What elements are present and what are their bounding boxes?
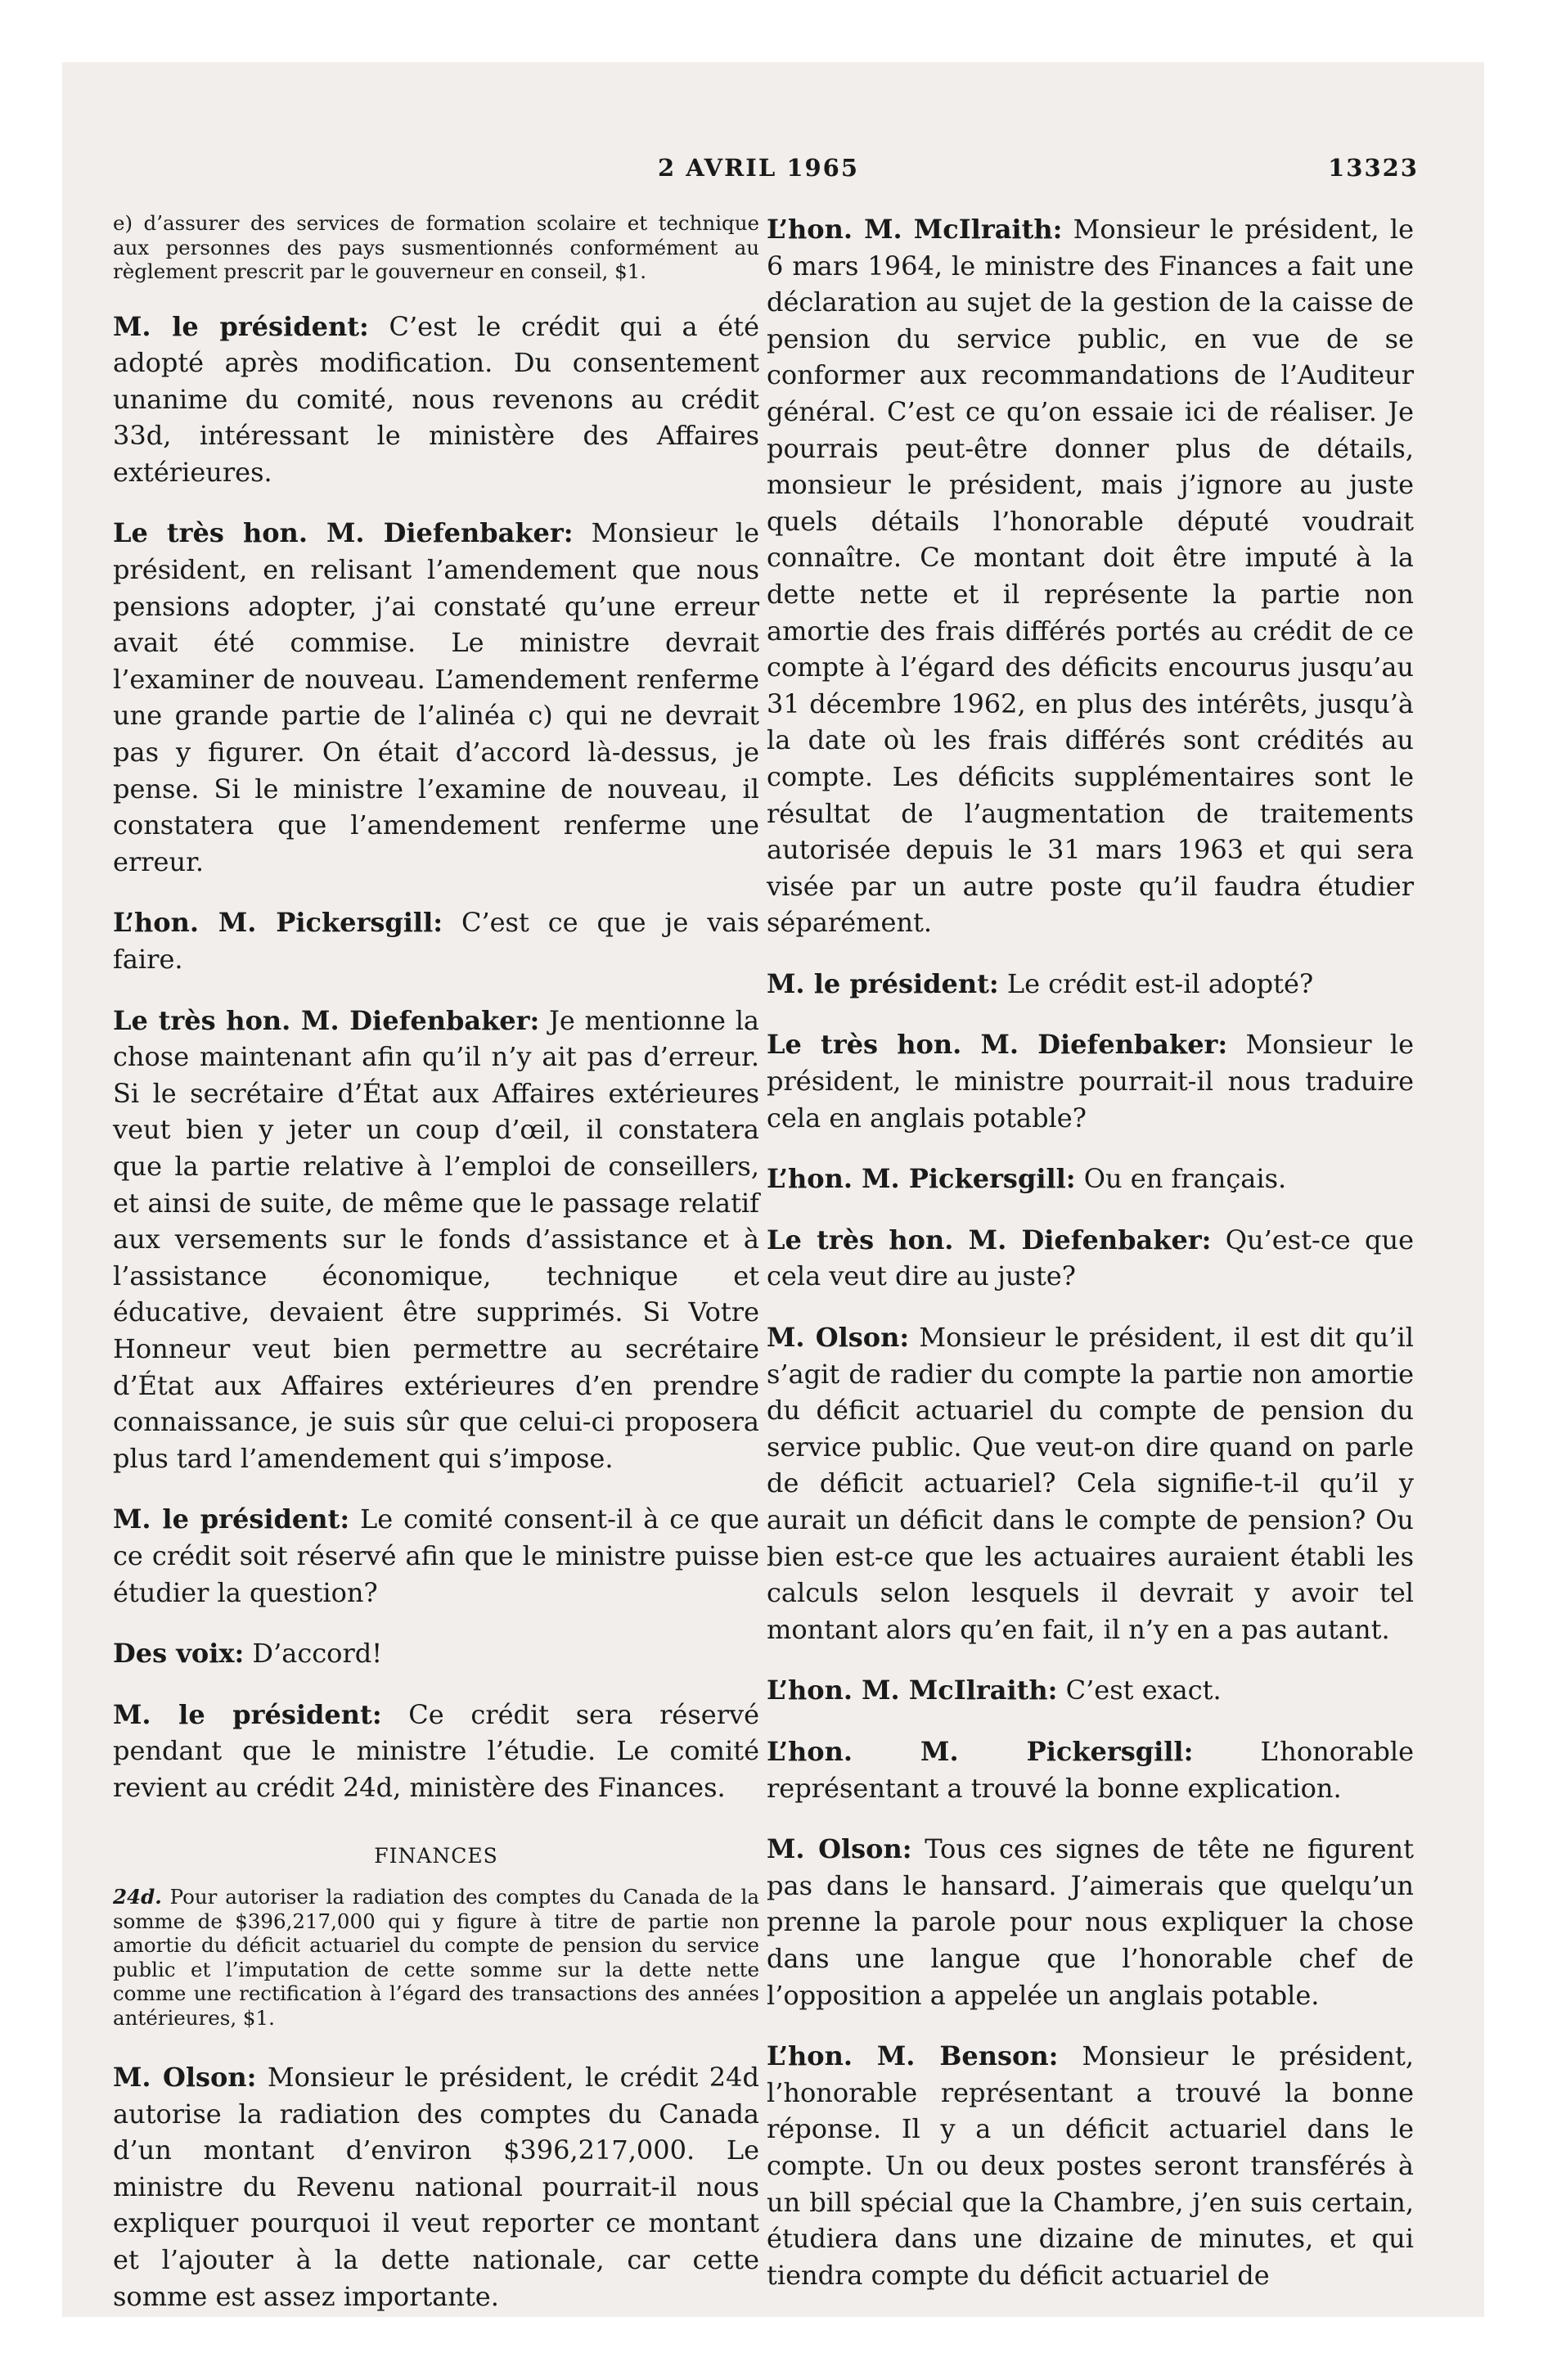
speaker-name: M. le président: (113, 1698, 382, 1730)
speaker-name: M. le président: (113, 310, 369, 342)
speaker-name: M. Olson: (767, 1322, 910, 1354)
speech-text: Le comité consent-il à ce que ce crédit soit réservé afin que le ministre puisse étudier la question? (113, 1503, 759, 1608)
paragraph: e) d’assurer des services de formation scolaire et technique aux personnes des pays susmentionnés conformément au règlement prescrit par le gouverneur en conseil, $1. (113, 211, 759, 283)
paragraph (767, 1026, 1414, 1136)
speaker-name: M. le président: (113, 1503, 350, 1535)
paragraph (767, 1319, 1414, 1648)
paragraph (113, 515, 759, 880)
speech-text: Monsieur le président, le crédit 24d autorise la radiation des comptes du Canada d’un montant d’environ $396,217,000. Le ministre du Revenu national pourrait-il nous expliquer pourquoi il veut reporter ce montant et l’ajouter à la dette nationale, car cette somme est assez importante. (113, 2062, 760, 2312)
speaker-name: Des voix: (113, 1638, 245, 1670)
scanned-page (62, 62, 1484, 2317)
speech-text: Monsieur le président, il est dit qu’il s’agit de radier du compte la partie non amortie du déficit actuariel du compte de pension du service public. Que veut-on dire quand on parle de déficit actuariel? Cela signifie-t-il qu’il y aurait un déficit dans le compte de pension? Ou bien est-ce que les actuaires auraient établi les calculs selon lesquels il devrait y avoir tel montant alors qu’en fait, il n’y en a pas autant. (767, 1322, 1414, 1645)
header-date: 2 AVRIL 1965 (658, 154, 860, 182)
paragraph (767, 1222, 1414, 1295)
speaker-name: M. le président: (767, 967, 999, 999)
speech-text: Tous ces signes de tête ne figurent pas dans le hansard. J’aimerais que quelqu’un prenne la parole pour nous expliquer la chose dans une langue que l’honorable chef de l’opposition a appelée un anglais potable. (767, 1833, 1414, 2011)
speech-text: Je mentionne la chose maintenant afin qu’il n’y ait pas d’erreur. Si le secrétaire d’État aux Affaires extérieures veut bien y jeter un coup d’œil, il constatera que la partie relative à l’emploi de conseillers, et ainsi de suite, de même que le passage relatif aux versements sur le fonds d’assistance et à l’assistance économique, technique et éducative, devaient être supprimés. Si Votre Honneur veut bien permettre au secrétaire d’État aux Affaires extérieures d’en prendre connaissance, je suis sûr que celui-ci proposera plus tard l’amendement qui s’impose. (113, 1004, 760, 1474)
paragraph (767, 211, 1414, 941)
speech-text: Ce crédit sera réservé pendant que le ministre l’étudie. Le comité revient au crédit 24d, ministère des Finances. (113, 1698, 760, 1803)
header-page-number: 13323 (1328, 154, 1419, 182)
speech-text: C’est exact. (1057, 1675, 1222, 1706)
speech-text: Monsieur le président, le ministre pourrait-il nous traduire cela en anglais potable? (767, 1029, 1415, 1134)
speaker-name: L’hon. M. Pickersgill: (767, 1735, 1194, 1767)
paragraph (113, 1635, 759, 1672)
speech-text: C’est ce que je vais faire. (113, 907, 760, 975)
speaker-name: M. Olson: (767, 1833, 912, 1865)
right-column (767, 211, 1414, 2318)
paragraph (113, 2059, 759, 2315)
speaker-name: L’hon. M. Benson: (767, 2040, 1059, 2072)
paragraph (113, 1003, 759, 1477)
vote-text: 24d. Pour autoriser la radiation des comptes du Canada de la somme de $396,217,000 qui y figure à titre de partie non amortie du déficit actuariel du compte de pension du service public et l’imputation de cette somme sur la dette nette comme une rectification à l’égard des transactions des années antérieures, $1. (113, 1885, 759, 2030)
speaker-name: L’hon. M. McIlraith: (767, 1675, 1058, 1706)
speaker-name: Le très hon. M. Diefenbaker: (113, 517, 574, 549)
speech-text: D’accord! (244, 1638, 383, 1670)
speaker-name: Le très hon. M. Diefenbaker: (767, 1224, 1212, 1255)
speech-text: Le crédit est-il adopté? (998, 967, 1314, 999)
speech-text: Monsieur le président, en relisant l’amendement que nous pensions adopter, j’ai constaté qu’une erreur avait été commise. Le ministre devrait l’examiner de nouveau. L’amendement renferme une grande partie de l’alinéa c) qui ne devrait pas y figurer. On était d’accord là-dessus, je pense. Si le ministre l’examine de nouveau, il constatera que l’amendement renferme une erreur. (113, 517, 760, 877)
speaker-name: L’hon. M. McIlraith: (767, 214, 1063, 245)
paragraph (767, 1733, 1414, 1806)
speech-text: Monsieur le président, l’honorable représentant a trouvé la bonne réponse. Il y a un déficit actuariel dans le compte. Un ou deux postes seront transférés à un bill spécial que la Chambre, j’en suis certain, étudiera dans une dizaine de minutes, et qui tiendra compte du déficit actuariel de (767, 2040, 1415, 2291)
left-column (113, 211, 759, 2339)
paragraph (767, 1672, 1414, 1709)
speaker-name: M. Olson: (113, 2062, 257, 2094)
vote-number: 24d. (113, 1885, 162, 1909)
paragraph (113, 309, 759, 491)
speech-text: Ou en français. (1075, 1163, 1287, 1195)
paragraph (767, 1831, 1414, 2013)
paragraph (767, 2038, 1414, 2293)
speech-text: Monsieur le président, le 6 mars 1964, le ministre des Finances a fait une déclaration au sujet de la gestion de la caisse de pension du service public, en vue de se conformer aux recommandations de l’Auditeur général. C’est ce qu’on essaie ici de réaliser. Je pourrais peut-être donner plus de détails, monsieur le président, mais j’ignore au juste quels détails l’honorable député voudrait connaître. Ce montant doit être imputé à la dette nette et il représente la partie non amortie des frais différés portés au crédit de ce compte à l’égard des déficits encourus jusqu’au 31 décembre 1962, en plus des intérêts, jusqu’à la date où les frais différés sont crédités au compte. Les déficits supplémentaires sont le résultat de l’augmentation de traitements autorisée depuis le 31 mars 1963 et qui sera visée par un autre poste qu’il faudra étudier séparément. (767, 214, 1415, 939)
paragraph (767, 1161, 1414, 1197)
speech-text: Qu’est-ce que cela veut dire au juste? (767, 1224, 1415, 1292)
speaker-name: Le très hon. M. Diefenbaker: (767, 1029, 1228, 1061)
section-title: FINANCES (374, 1844, 498, 1868)
speaker-name: Le très hon. M. Diefenbaker: (113, 1004, 540, 1036)
paragraph (113, 904, 759, 977)
paragraph (113, 1697, 759, 1806)
paragraph (113, 1501, 759, 1611)
speech-text: L’honorable représentant a trouvé la bonne explication. (767, 1735, 1415, 1804)
page-header (62, 154, 1484, 195)
speaker-name: L’hon. M. Pickersgill: (767, 1163, 1076, 1195)
speech-text: C’est le crédit qui a été adopté après modification. Du consentement unanime du comité, nous revenons au crédit 33d, intéressant le ministère des Affaires extérieures. (113, 310, 760, 488)
paragraph (767, 966, 1414, 1003)
speaker-name: L’hon. M. Pickersgill: (113, 907, 443, 939)
